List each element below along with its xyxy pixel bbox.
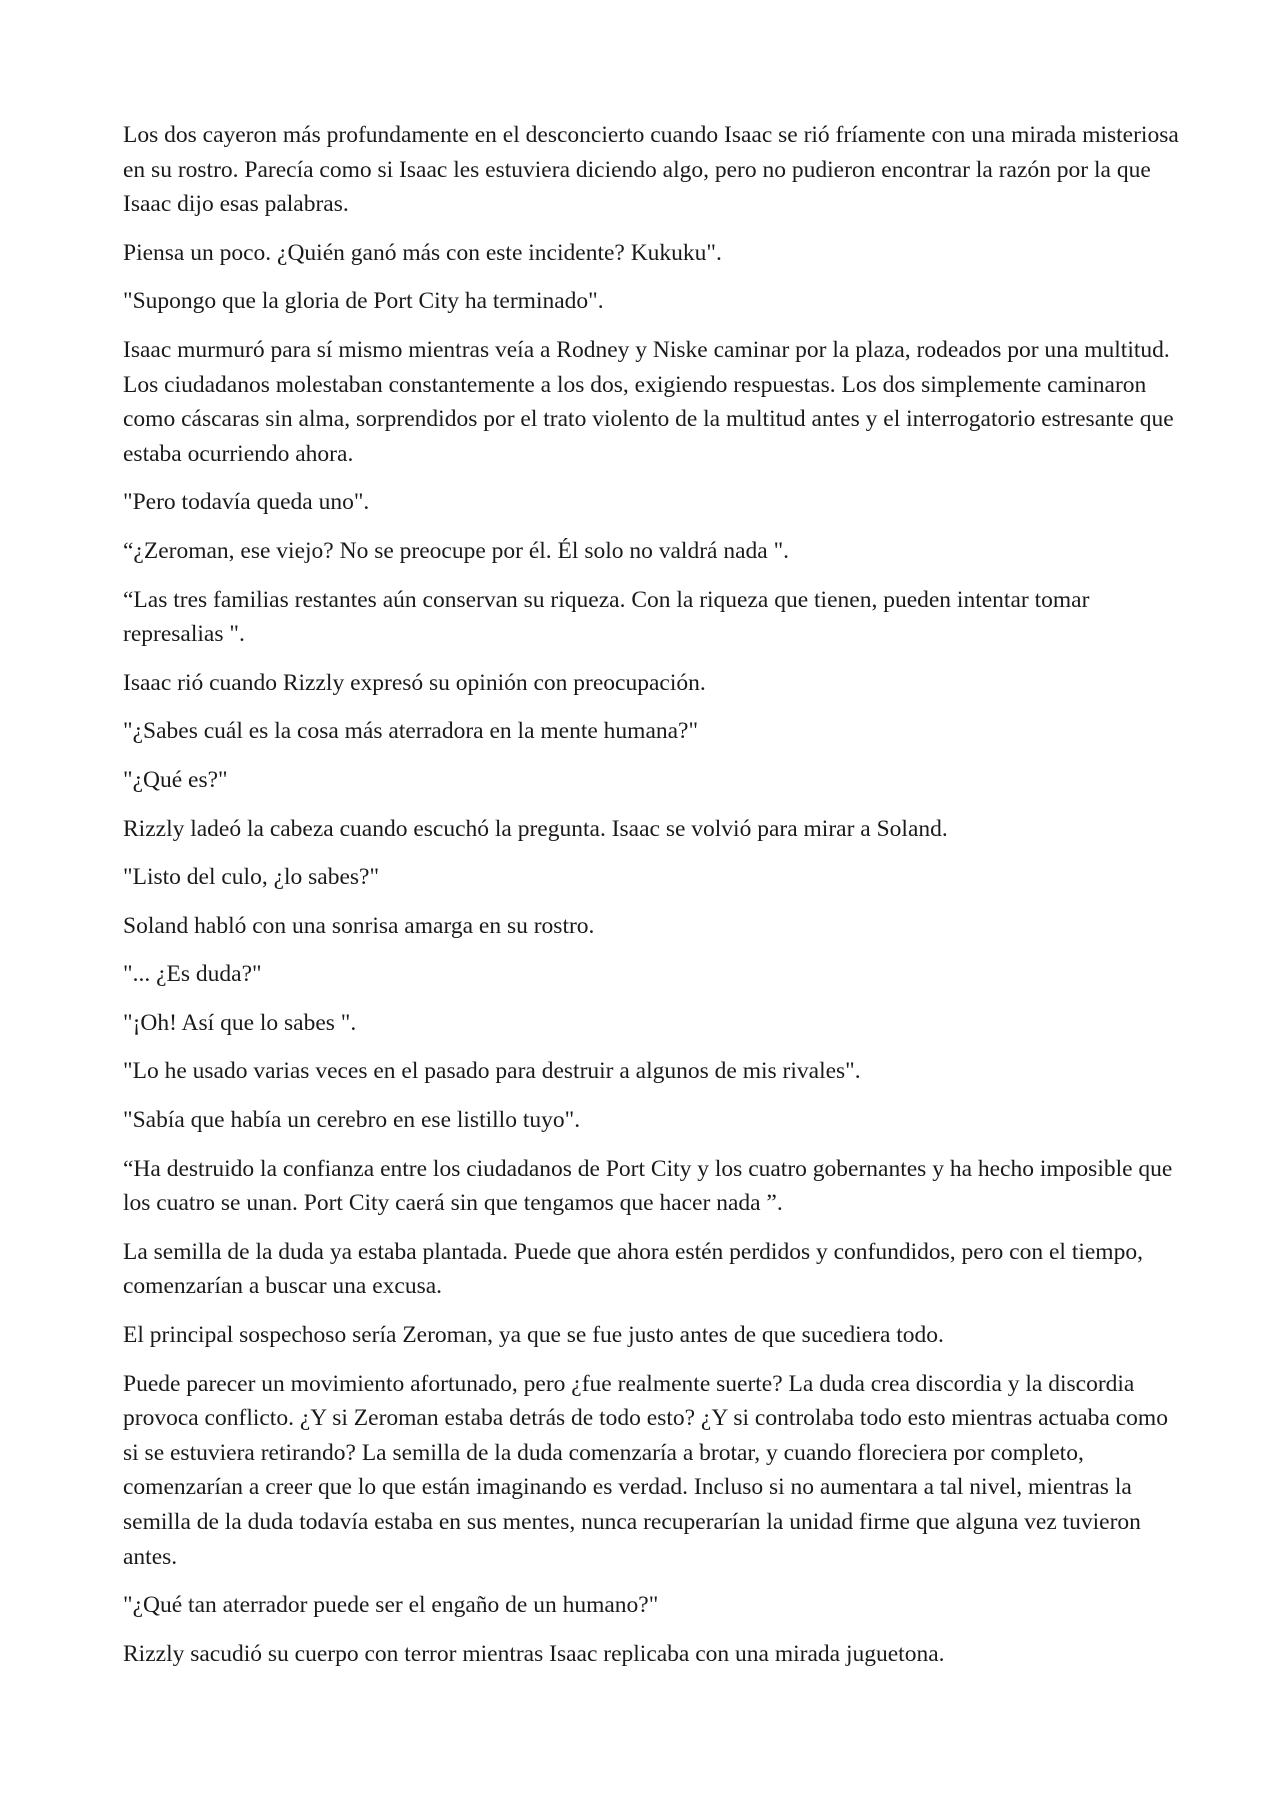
- paragraph: El principal sospechoso sería Zeroman, ya que se fue justo antes de que sucediera todo.: [123, 1322, 944, 1349]
- paragraph: “¿Zeroman, ese viejo? No se preocupe por él. Él solo no valdrá nada ".: [123, 537, 790, 564]
- paragraph: "Supongo que la gloria de Port City ha terminado".: [123, 288, 604, 315]
- paragraph: Soland habló con una sonrisa amarga en su rostro.: [123, 912, 595, 939]
- paragraph: Puede parecer un movimiento afortunado, pero ¿fue realmente suerte? La duda crea discordia y la discordia provoca conflicto. ¿Y si Zeroman estaba detrás de todo esto? ¿Y si controlaba todo esto mientras actuaba como si se estuviera retirando? La semilla de la duda comenzaría a brotar, y cuando floreciera por completo, comenzarían a creer que lo que están imaginando es verdad. Incluso si no aumentara a tal nivel, mientras la semilla de la duda todavía estaba en sus mentes, nunca recuperarían la unidad firme que alguna vez tuvieron antes.: [123, 1370, 1168, 1570]
- paragraph: "¿Qué es?": [123, 766, 228, 793]
- paragraph: "... ¿Es duda?": [123, 961, 262, 988]
- paragraph: "¿Qué tan aterrador puede ser el engaño de un humano?": [123, 1592, 659, 1619]
- paragraph: "Pero todavía queda uno".: [123, 489, 370, 516]
- paragraph: "Sabía que había un cerebro en ese listillo tuyo".: [123, 1107, 581, 1134]
- document-page: [123, 118, 1183, 1685]
- paragraph: Rizzly ladeó la cabeza cuando escuchó la pregunta. Isaac se volvió para mirar a Soland.: [123, 815, 948, 842]
- paragraph: La semilla de la duda ya estaba plantada. Puede que ahora estén perdidos y confundidos, pero con el tiempo, comenzarían a buscar una excusa.: [123, 1238, 1143, 1300]
- paragraph: Isaac rió cuando Rizzly expresó su opinión con preocupación.: [123, 669, 706, 696]
- paragraph: "¿Sabes cuál es la cosa más aterradora en la mente humana?": [123, 718, 699, 745]
- paragraph: Isaac murmuró para sí mismo mientras veía a Rodney y Niske caminar por la plaza, rodeados por una multitud. Los ciudadanos molestaban constantemente a los dos, exigiendo respuestas. Los dos simplemente caminaron como cáscaras sin alma, sorprendidos por el trato violento de la multitud antes y el interrogatorio estresante que estaba ocurriendo ahora.: [123, 336, 1174, 467]
- paragraph: "¡Oh! Así que lo sabes ".: [123, 1009, 357, 1036]
- paragraph: Piensa un poco. ¿Quién ganó más con este incidente? Kukuku".: [123, 239, 722, 266]
- paragraph: "Lo he usado varias veces en el pasado para destruir a algunos de mis rivales".: [123, 1058, 861, 1085]
- paragraph: “Las tres familias restantes aún conservan su riqueza. Con la riqueza que tienen, pueden intentar tomar represalias ".: [123, 586, 1090, 648]
- paragraph: “Ha destruido la confianza entre los ciudadanos de Port City y los cuatro gobernantes y ha hecho imposible que los cuatro se unan. Port City caerá sin que tengamos que hacer nada ”.: [123, 1155, 1173, 1217]
- paragraph: Los dos cayeron más profundamente en el desconcierto cuando Isaac se rió fríamente con una mirada misteriosa en su rostro. Parecía como si Isaac les estuviera diciendo algo, pero no pudieron encontrar la razón por la que Isaac dijo esas palabras.: [123, 122, 1179, 218]
- paragraph: Rizzly sacudió su cuerpo con terror mientras Isaac replicaba con una mirada juguetona.: [123, 1640, 945, 1667]
- paragraph: "Listo del culo, ¿lo sabes?": [123, 864, 380, 891]
